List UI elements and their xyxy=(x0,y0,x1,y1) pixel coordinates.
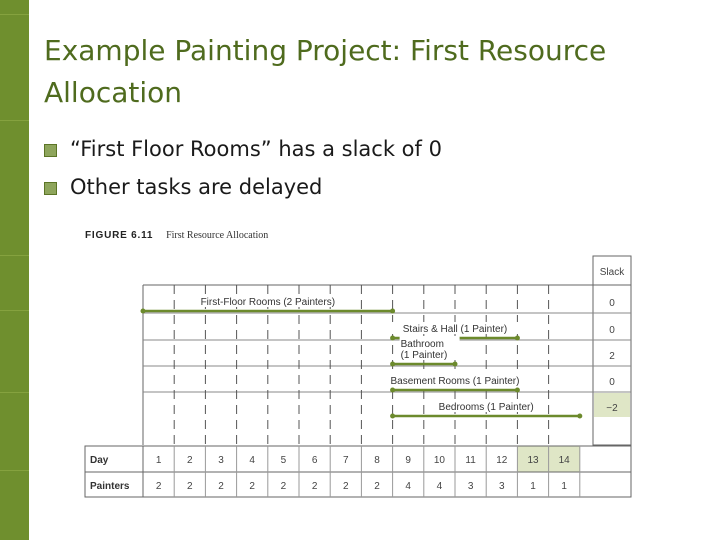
bullet-text: Other tasks are delayed xyxy=(70,175,323,199)
task-bar-start-dot xyxy=(390,362,395,367)
painters-count: 2 xyxy=(311,481,318,492)
slack-value: 2 xyxy=(609,351,615,362)
figure-number: FIGURE 6.11 xyxy=(85,230,154,241)
day-number: 2 xyxy=(187,455,193,466)
day-number: 13 xyxy=(527,455,539,466)
painters-row-label: Painters xyxy=(90,481,130,492)
day-number: 10 xyxy=(433,455,445,466)
task-bar-end-dot xyxy=(453,362,458,367)
painters-count: 2 xyxy=(280,481,287,492)
task-bar-start-dot xyxy=(390,388,395,393)
slide-title: Example Painting Project: First Resource Allocation xyxy=(44,34,607,109)
painters-count: 2 xyxy=(187,481,193,492)
day-number: 9 xyxy=(405,455,411,466)
task-bar-start-dot xyxy=(141,309,146,314)
painters-count: 2 xyxy=(218,481,224,492)
day-number: 4 xyxy=(249,455,255,466)
painters-count: 2 xyxy=(374,481,380,492)
task-label: Basement Rooms (1 Painter) xyxy=(390,376,520,387)
slack-header: Slack xyxy=(599,267,625,278)
bullet-text: “First Floor Rooms” has a slack of 0 xyxy=(70,137,442,161)
slack-value: −2 xyxy=(606,403,618,414)
task-label: Bedrooms (1 Painter) xyxy=(438,402,534,413)
task-label: (1 Painter) xyxy=(400,350,448,361)
slack-value: 0 xyxy=(609,298,615,309)
slack-value: 0 xyxy=(609,377,615,388)
day-number: 7 xyxy=(343,455,349,466)
day-number: 14 xyxy=(558,455,570,466)
day-number: 5 xyxy=(280,455,287,466)
day-number: 6 xyxy=(311,455,318,466)
figure-name: First Resource Allocation xyxy=(166,230,269,241)
task-bar-end-dot xyxy=(390,309,395,314)
painters-count: 2 xyxy=(343,481,349,492)
day-row-label: Day xyxy=(90,455,109,466)
painters-count: 1 xyxy=(561,481,567,492)
task-label: First-Floor Rooms (2 Painters) xyxy=(200,297,336,308)
painters-count: 4 xyxy=(405,481,411,492)
task-bar-end-dot xyxy=(515,336,520,341)
task-label: Bathroom xyxy=(400,339,444,350)
task-bar-end-dot xyxy=(577,414,582,419)
task-bar-start-dot xyxy=(390,414,395,419)
task-bar-start-dot xyxy=(390,336,395,341)
task-label: Stairs & Hall (1 Painter) xyxy=(402,324,508,335)
day-number: 8 xyxy=(374,455,380,466)
day-number: 1 xyxy=(155,455,162,466)
painters-count: 4 xyxy=(436,481,443,492)
painters-count: 3 xyxy=(499,481,505,492)
slack-value: 0 xyxy=(609,325,615,336)
day-number: 11 xyxy=(465,455,476,466)
painters-count: 2 xyxy=(249,481,255,492)
task-bar-end-dot xyxy=(515,388,520,393)
painters-count: 3 xyxy=(467,481,474,492)
painters-count: 2 xyxy=(155,481,162,492)
painters-count: 1 xyxy=(530,481,536,492)
day-number: 12 xyxy=(496,455,508,466)
day-number: 3 xyxy=(218,455,224,466)
